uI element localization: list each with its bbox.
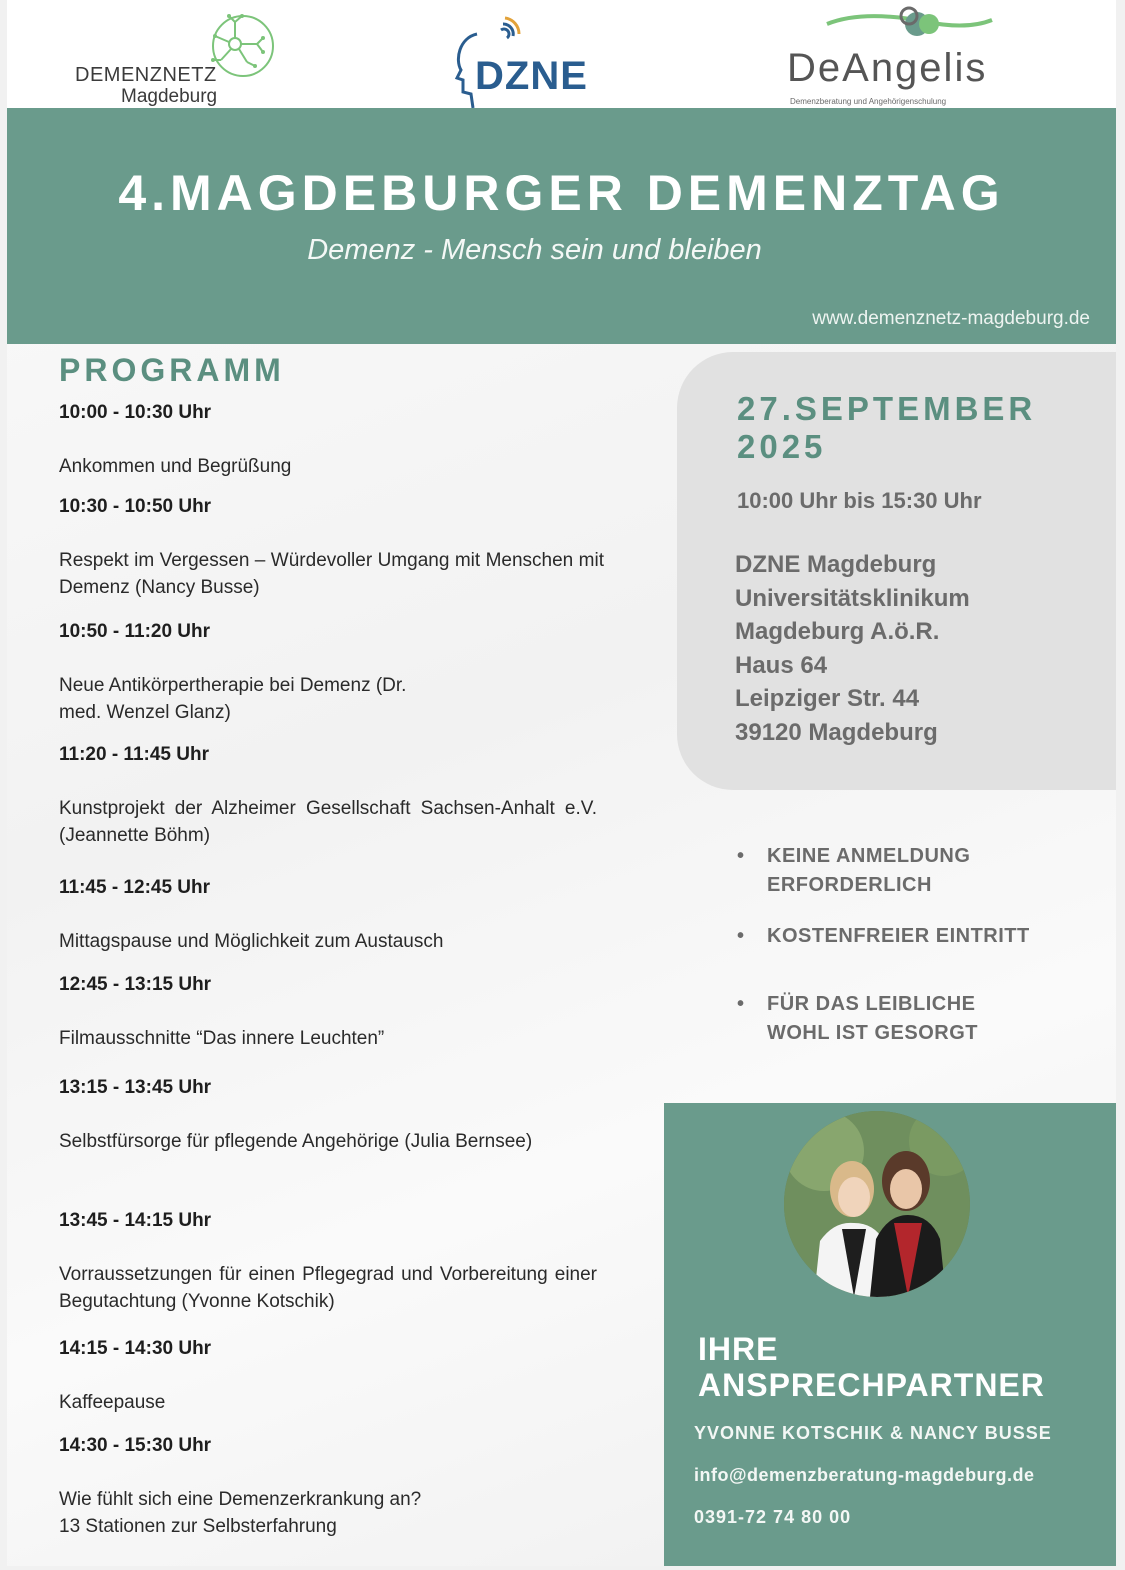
info-bullet: • KOSTENFREIER EINTRITT bbox=[737, 922, 1077, 951]
title-banner bbox=[7, 108, 1116, 344]
program-desc: Neue Antikörpertherapie bei Demenz (Dr. med. Wenzel Glanz) bbox=[59, 675, 407, 723]
program-desc: Kunstprojekt der Alzheimer Gesellschaft Sachsen-Anhalt e.V. (Jeannette Böhm) bbox=[59, 798, 597, 846]
demenznetz-name: DEMENZNETZ bbox=[75, 64, 217, 86]
deangelis-name: DeAngelis bbox=[787, 46, 988, 90]
contact-photo bbox=[784, 1111, 970, 1297]
dzne-name: DZNE bbox=[475, 54, 588, 98]
logo-row bbox=[7, 0, 1116, 108]
bullet-dot-icon: • bbox=[737, 993, 745, 1015]
contact-phone[interactable]: 0391-72 74 80 00 bbox=[694, 1507, 852, 1527]
program-desc: Kaffeepause bbox=[59, 1392, 166, 1413]
address-line: 39120 Magdeburg bbox=[735, 718, 938, 746]
program-time: 10:30 - 10:50 Uhr bbox=[59, 496, 212, 517]
program-time: 10:00 - 10:30 Uhr bbox=[59, 402, 212, 423]
program-time: 13:15 - 13:45 Uhr bbox=[59, 1077, 212, 1098]
event-address bbox=[735, 548, 970, 749]
address-line: Leipziger Str. 44 bbox=[735, 685, 920, 712]
program-desc: Respekt im Vergessen – Würdevoller Umgang mit Menschen mit Demenz (Nancy Busse) bbox=[59, 550, 604, 598]
event-time: 10:00 Uhr bis 15:30 Uhr bbox=[737, 488, 982, 513]
program-heading: PROGRAMM bbox=[59, 352, 285, 388]
address-line: Universitätsklinikum bbox=[735, 584, 970, 612]
bullet-dot-icon: • bbox=[737, 925, 745, 947]
address-line: Magdeburg A.ö.R. bbox=[735, 618, 940, 645]
bullet-dot-icon: • bbox=[737, 845, 745, 867]
program-time: 12:45 - 13:15 Uhr bbox=[59, 974, 212, 995]
flyer-page bbox=[7, 0, 1116, 1566]
program-desc: Selbstfürsorge für pflegende Angehörige (Julia Bernsee) bbox=[59, 1131, 533, 1152]
program-desc-line: 13 Stationen zur Selbsterfahrung bbox=[59, 1516, 337, 1537]
program-desc: Mittagspause und Möglichkeit zum Austausch bbox=[59, 931, 444, 952]
program-time: 10:50 - 11:20 Uhr bbox=[59, 621, 211, 642]
program-time: 14:15 - 14:30 Uhr bbox=[59, 1338, 212, 1359]
contact-panel bbox=[664, 1103, 1116, 1566]
program-desc-line: Wie fühlt sich eine Demenzerkrankung an? bbox=[59, 1489, 422, 1510]
event-info-card bbox=[677, 352, 1116, 790]
deangelis-swoosh-icon bbox=[817, 2, 997, 46]
event-date: 27.SEPTEMBER 2025 bbox=[737, 390, 1037, 465]
info-bullet: • FÜR DAS LEIBLICHE WOHL IST GESORGT bbox=[737, 990, 1037, 1048]
program-desc bbox=[59, 1486, 604, 1540]
contact-names: YVONNE KOTSCHIK & NANCY BUSSE bbox=[694, 1423, 1052, 1443]
program-time: 11:45 - 12:45 Uhr bbox=[59, 877, 211, 898]
demenznetz-city: Magdeburg bbox=[121, 86, 218, 107]
event-title: 4.MAGDEBURGER DEMENZTAG bbox=[118, 165, 1005, 221]
program-time: 13:45 - 14:15 Uhr bbox=[59, 1210, 212, 1231]
contact-email[interactable]: info@demenzberatung-magdeburg.de bbox=[694, 1465, 1035, 1485]
event-subtitle: Demenz - Mensch sein und bleiben bbox=[307, 234, 762, 266]
dzne-logo bbox=[447, 12, 607, 108]
address-line: DZNE Magdeburg bbox=[735, 551, 937, 578]
address-line: Haus 64 bbox=[735, 651, 828, 679]
program-desc: Ankommen und Begrüßung bbox=[59, 456, 292, 477]
program-desc: Filmausschnitte “Das innere Leuchten” bbox=[59, 1028, 385, 1049]
website-link[interactable]: www.demenznetz-magdeburg.de bbox=[812, 308, 1090, 329]
contact-title: IHRE ANSPRECHPARTNER bbox=[698, 1331, 1045, 1403]
program-time: 11:20 - 11:45 Uhr bbox=[59, 744, 209, 765]
deangelis-tagline: Demenzberatung und Angehörigenschulung bbox=[790, 97, 947, 106]
deangelis-logo bbox=[787, 2, 1027, 108]
program-desc: Vorraussetzungen für einen Pflegegrad und Vorbereitung einer Begutachtung (Yvonne Kotschik) bbox=[59, 1264, 597, 1312]
info-bullet: • KEINE ANMELDUNG ERFORDERLICH bbox=[737, 842, 1037, 900]
program-time: 14:30 - 15:30 Uhr bbox=[59, 1435, 212, 1456]
demenznetz-logo bbox=[75, 10, 285, 110]
